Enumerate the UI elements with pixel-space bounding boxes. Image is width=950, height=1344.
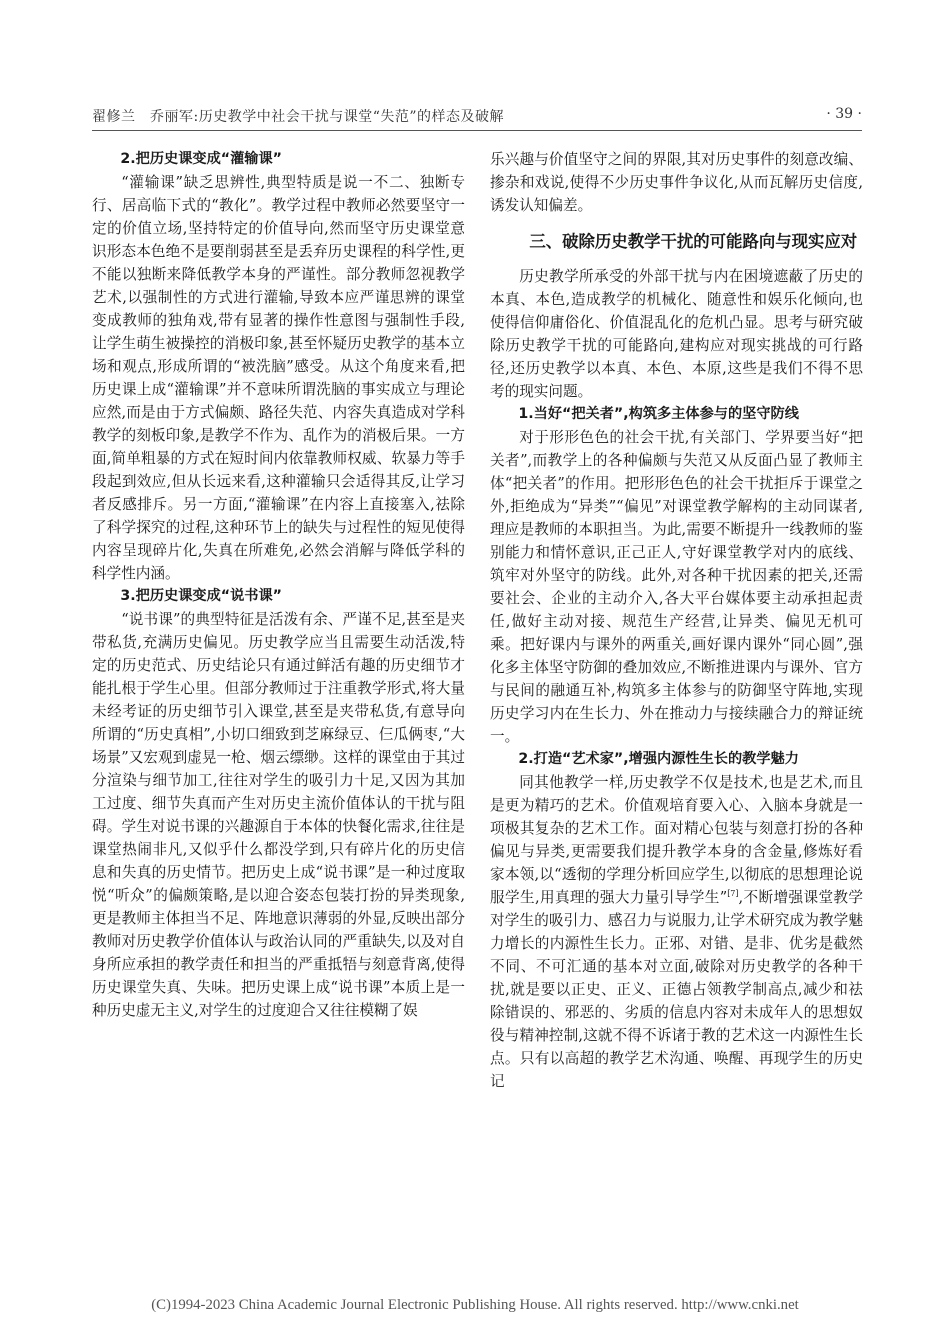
- right-column: [490, 148, 863, 1093]
- subheading-yishujia: 2.打造“艺术家”,增强内源性生长的教学魅力: [518, 751, 799, 767]
- subheading-guanshu: 2.把历史课变成“灌输课”: [120, 151, 282, 167]
- paragraph-continued: 乐兴趣与价值坚守之间的界限,其对历史事件的刻意改编、掺杂和戏说,使得不少历史事件争议化,从而瓦解历史信度,诱发认知偏差。: [490, 151, 863, 214]
- paragraph-baguanzhe: 对于形形色色的社会干扰,有关部门、学界要当好“把关者”,而教学上的各种偏颇与失范又从反面凸显了教师主体“把关者”的作用。把形形色色的社会干扰拒斥于课堂之外,拒绝成为“异类”“偏见”对课堂教学解构的主动同谋者,理应是教师的本职担当。为此,需要不断提升一线教师的鉴别能力和情怀意识,正己正人,守好课堂教学对内的底线、筑牢对外坚守的防线。此外,对各种干扰因素的把关,还需要社会、企业的主动介入,各大平台媒体要主动承担起责任,做好主动对接、规范生产经营,让异类、偏见无机可乘。把好课内与课外的两重关,画好课内课外“同心圆”,强化多主体坚守防御的叠加效应,不断推进课内与课外、官方与民间的融通互补,构筑多主体参与的防御坚守阵地,实现历史学习内在生长力、外在推动力与接续融合力的辩证统一。: [490, 429, 863, 745]
- running-title: 翟修兰 乔丽军:历史教学中社会干扰与课堂“失范”的样态及破解: [92, 109, 505, 125]
- subheading-shuoshu: 3.把历史课变成“说书课”: [120, 588, 282, 604]
- page-number: · 39 ·: [826, 106, 862, 122]
- paragraph-guanshu: “灌输课”缺乏思辨性,典型特质是说一不二、独断专行、居高临下式的“教化”。教学过程中教师必然要坚守一定的价值立场,坚持特定的价值导向,然而坚守历史课堂意识形态本色绝不是要削弱甚至是丢弃历史课程的科学性,更不能以独断来降低教学本身的严谨性。部分教师忽视教学艺术,以强制性的方式进行灌输,导致本应严谨思辨的课堂变成教师的独角戏,带有显著的操作性意图与强制性手段,让学生萌生被操控的消极印象,甚至怀疑历史教学的基本立场和观点,形成所谓的“被洗脑”感受。从这个角度来看,把历史课上成“灌输课”并不意味所谓洗脑的事实成立与理论应然,而是由于方式偏颇、路径失范、内容失真造成对学科教学的刻板印象,是教学不作为、乱作为的消极后果。一方面,简单粗暴的方式在短时间内依靠教师权威、软暴力等手段起到效应,但从长远来看,这种灌输只会适得其反,让学习者反感排斥。另一方面,“灌输课”在内容上直接塞入,祛除了科学探究的过程,这种环节上的缺失与过程性的短见使得内容呈现碎片化,失真在所难免,必然会消解与降低学科的科学性内涵。: [92, 174, 465, 582]
- citation-marker: [7]: [727, 889, 739, 899]
- subheading-baguanzhe: 1.当好“把关者”,构筑多主体参与的坚守防线: [518, 406, 799, 422]
- paragraph-shuoshu: “说书课”的典型特征是活泼有余、严谨不足,甚至是夹带私货,充满历史偏见。历史教学应当且需要生动活泼,特定的历史范式、历史结论只有通过鲜活有趣的历史细节才能扎根于学生心里。但部分教师过于注重教学形式,将大量未经考证的历史细节引入课堂,甚至是夹带私货,有意导向所谓的“历史真相”,小切口细致到芝麻绿豆、仨瓜俩枣,“大场景”又宏观到虚晃一枪、烟云缥缈。这样的课堂由于其过分渲染与细节加工,往往对学生的吸引力十足,又因为其加工过度、细节失真而产生对历史主流价值体认的干扰与阻碍。学生对说书课的兴趣源自于本体的快餐化需求,往往是课堂热闹非凡,又似乎什么都没学到,只有碎片化的历史信息和失真的历史情节。把历史上成“说书课”是一种过度取悦“听众”的偏颇策略,是以迎合姿态包装打扮的异类现象,更是教师主体担当不足、阵地意识薄弱的外显,反映出部分教师对历史教学价值体认与政治认同的严重缺失,以及对自身所应承担的教学责任和担当的严重抵牾与刻意背离,使得历史课堂失真、失味。把历史课上成“说书课”本质上是一种历史虚无主义,对学生的过度迎合又往往模糊了娱: [92, 611, 465, 1019]
- running-header: [92, 104, 862, 131]
- left-column: [92, 148, 465, 1022]
- paragraph-yishujia: [490, 771, 863, 1093]
- copyright-footer: (C)1994-2023 China Academic Journal Electronic Publishing House. All rights reserved. http://www.cnki.net: [151, 1297, 799, 1313]
- paragraph-intro: 历史教学所承受的外部干扰与内在困境遮蔽了历史的本真、本色,造成教学的机械化、随意性和娱乐化倾向,也使得信仰庸俗化、价值混乱化的危机凸显。思考与研究破除历史教学干扰的可能路向,建构应对现实挑战的可行路径,还历史教学以本真、本色、本原,这些是我们不得不思考的现实问题。: [490, 268, 863, 400]
- section-heading: 三、破除历史教学干扰的可能路向与现实应对: [529, 232, 858, 251]
- paragraph-yishujia-part1: 同其他教学一样,历史教学不仅是技术,也是艺术,而且是更为精巧的艺术。价值观培育要入心、入脑本身就是一项极其复杂的艺术工作。面对精心包装与刻意打扮的各种偏见与异类,更需要我们提升教学本身的含金量,修炼好看家本领,以“透彻的学理分析回应学生,以彻底的思想理论说服学生,用真理的强大力量引导学生”: [490, 774, 863, 906]
- paragraph-yishujia-part2: ,不断增强课堂教学对学生的吸引力、感召力与说服力,让学术研究成为教学魅力增长的内源性生长力。正邪、对错、是非、优劣是截然不同、不可汇通的基本对立面,破除对历史教学的各种干扰,就是要以正史、正义、正德占领教学制高点,减少和祛除错误的、邪恶的、劣质的信息内容对未成年人的思想奴役与精神控制,这就不得不诉诸于教的艺术这一内源性生长点。只有以高超的教学艺术沟通、唤醒、再现学生的历史记: [490, 889, 864, 1090]
